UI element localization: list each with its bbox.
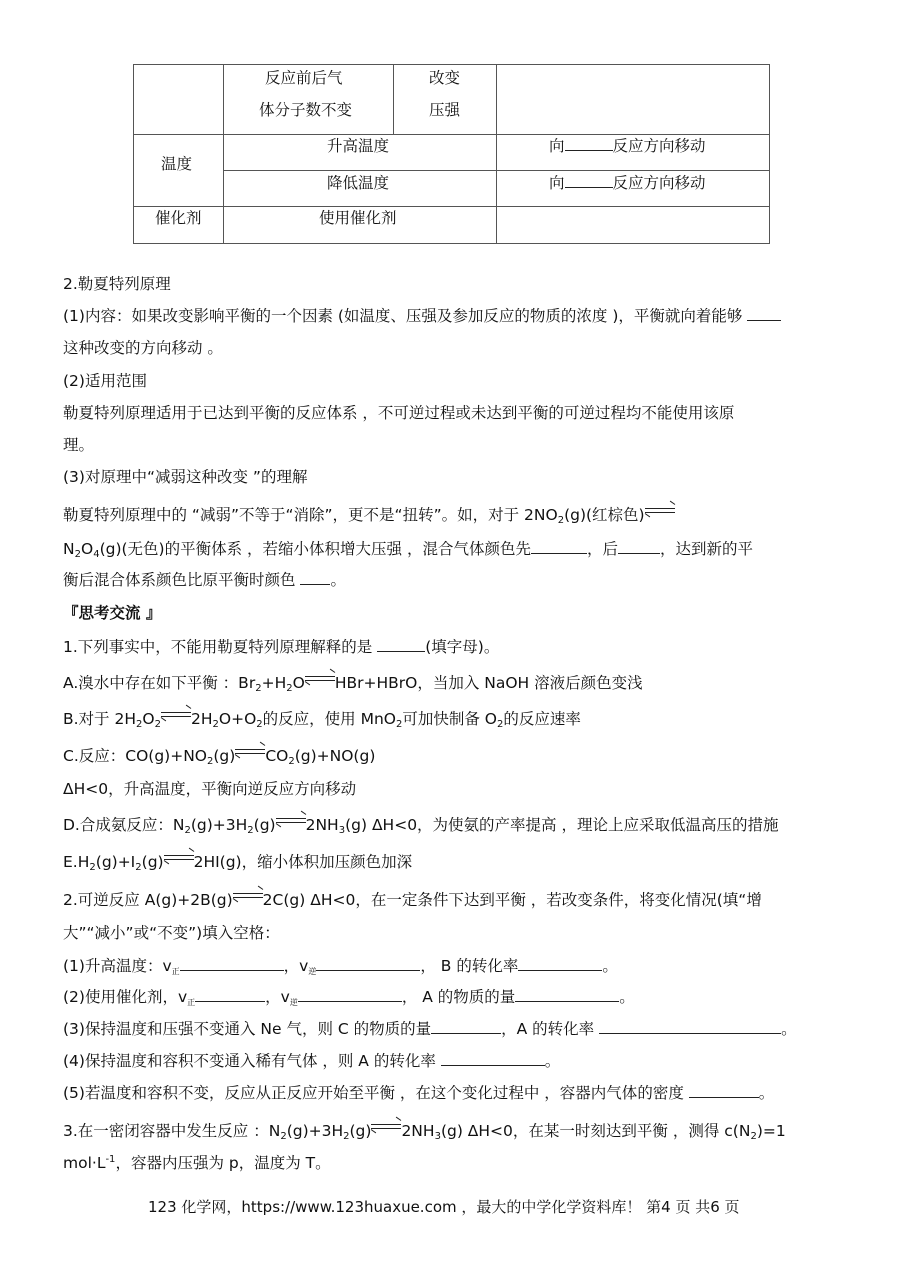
question-3: 3.在一密闭容器中发生反应 ：$N_2(g)+3H_2(g)$ $2NH_3(g)$ ΔH<0，在某一时刻达到平衡 ，测得 $c(N_2)=1$ (63, 1121, 786, 1141)
table-cell-temp-up-result: 向 反应方向移动 (549, 137, 706, 155)
question-1: 1.下列事实中，不能用勒夏特列原理解释的是 (填字母)。 (63, 638, 500, 656)
page-footer: 123 化学网，https://www.123huaxue.com ，最大的中学化学资料库！ 第4 页 共6 页 (148, 1198, 740, 1216)
paragraph: 这种改变的方向移动 。 (63, 339, 223, 357)
table-cell-temp: 温度 (161, 155, 193, 173)
think-title: 『思考交流 』 (63, 604, 162, 622)
table-cell-temp-down: 降低温度 (327, 174, 390, 192)
option-a: A.溴水中存在如下平衡 ：$Br_2+H_2O$ HBr+HBrO，当加入 NaOH 溶液后颜色变浅 (63, 673, 643, 693)
table-cell-catalyst: 催化剂 (155, 209, 202, 227)
table-cell-catalyst-use: 使用催化剂 (319, 209, 397, 227)
question-2-cont: 大”“减小”或“不变”)填入空格： (63, 924, 280, 942)
equilibrium-arrow-icon (305, 674, 335, 684)
option-b: B.对于 $2H_2O_2$ $2H_2O+O_2$的反应，使用 MnO$_2$可加快制备 $O_2$的反应速率 (63, 709, 581, 729)
paragraph: 勒夏特列原理中的 “减弱”不等于“消除”，更不是“扭转”。如，对于 $2NO_2(g)$(红棕色) (63, 505, 675, 525)
option-e: $E.H_2(g)+I_2(g)$ 2HI(g)，缩小体积加压颜色加深 (63, 852, 412, 872)
table-cell-change-b: 压强 (429, 101, 461, 119)
paragraph: 理。 (63, 436, 95, 454)
paragraph: $N_2O_4(g)$(无色)的平衡体系 ，若缩小体积增大压强 ，混合气体颜色先 ，后 ，达到新的平 (63, 540, 753, 560)
sub-question-4: (4)保持温度和容积不变通入稀有气体 ，则 A 的转化率 。 (63, 1052, 561, 1070)
sub-question-5: (5)若温度和容积不变，反应从正反应开始至平衡 ，在这个变化过程中 ，容器内气体的密度 。 (63, 1084, 775, 1102)
sub-question-1: (1)升高温度：v正 ，v逆 ， B 的转化率 。 (63, 957, 618, 976)
equilibrium-arrow-icon (164, 853, 194, 863)
sub-question-3: (3)保持温度和压强不变通入 Ne 气，则 C 的物质的量 ，A 的转化率 。 (63, 1020, 797, 1038)
table-cell-factor-b: 体分子数不变 (259, 101, 353, 119)
table-cell-change-a: 改变 (429, 69, 461, 87)
paragraph: 勒夏特列原理适用于已达到平衡的反应体系 ，不可逆过程或未达到平衡的可逆过程均不能使用该原 (63, 404, 735, 422)
equilibrium-arrow-icon (235, 747, 265, 757)
question-3-cont: $mol\cdot L^{-1}$，容器内压强为 p，温度为 T。 (63, 1154, 331, 1172)
equilibrium-arrow-icon (371, 1122, 401, 1132)
table-cell-factor-a: 反应前后气 (265, 69, 343, 87)
option-c: C.反应：$CO(g)+NO_2(g)$ $CO_2(g)+NO(g)$ (63, 746, 375, 766)
paragraph: (3)对原理中“减弱这种改变 ”的理解 (63, 468, 308, 486)
condition-table (133, 64, 770, 244)
table-cell-temp-down-result: 向 反应方向移动 (549, 174, 706, 192)
section-title: 2.勒夏特列原理 (63, 275, 171, 293)
paragraph: (1)内容：如果改变影响平衡的一个因素 (如温度、压强及参加反应的物质的浓度 )，平衡就向着能够 (63, 306, 781, 326)
paragraph: (2)适用范围 (63, 372, 147, 390)
table-cell-temp-up: 升高温度 (327, 137, 390, 155)
question-2: 2.可逆反应 A(g)+2B(g) 2C(g) ΔH<0，在一定条件下达到平衡 ，若改变条件，将变化情况(填“增 (63, 890, 762, 910)
sub-question-2: (2)使用催化剂，v正 ，v逆 ， A 的物质的量 。 (63, 988, 635, 1007)
equilibrium-arrow-icon (276, 816, 306, 826)
equilibrium-arrow-icon (645, 506, 675, 516)
option-d: D.合成氨反应：$N_2(g)+3H_2(g)$ $2NH_3(g)$ ΔH<0，为使氨的产率提高 ，理论上应采取低温高压的措施 (63, 815, 779, 835)
paragraph: 衡后混合体系颜色比原平衡时颜色 。 (63, 571, 346, 589)
equilibrium-arrow-icon (161, 710, 191, 720)
option-c-cont: ΔH<0，升高温度，平衡向逆反应方向移动 (63, 780, 357, 798)
equilibrium-arrow-icon (233, 891, 263, 901)
